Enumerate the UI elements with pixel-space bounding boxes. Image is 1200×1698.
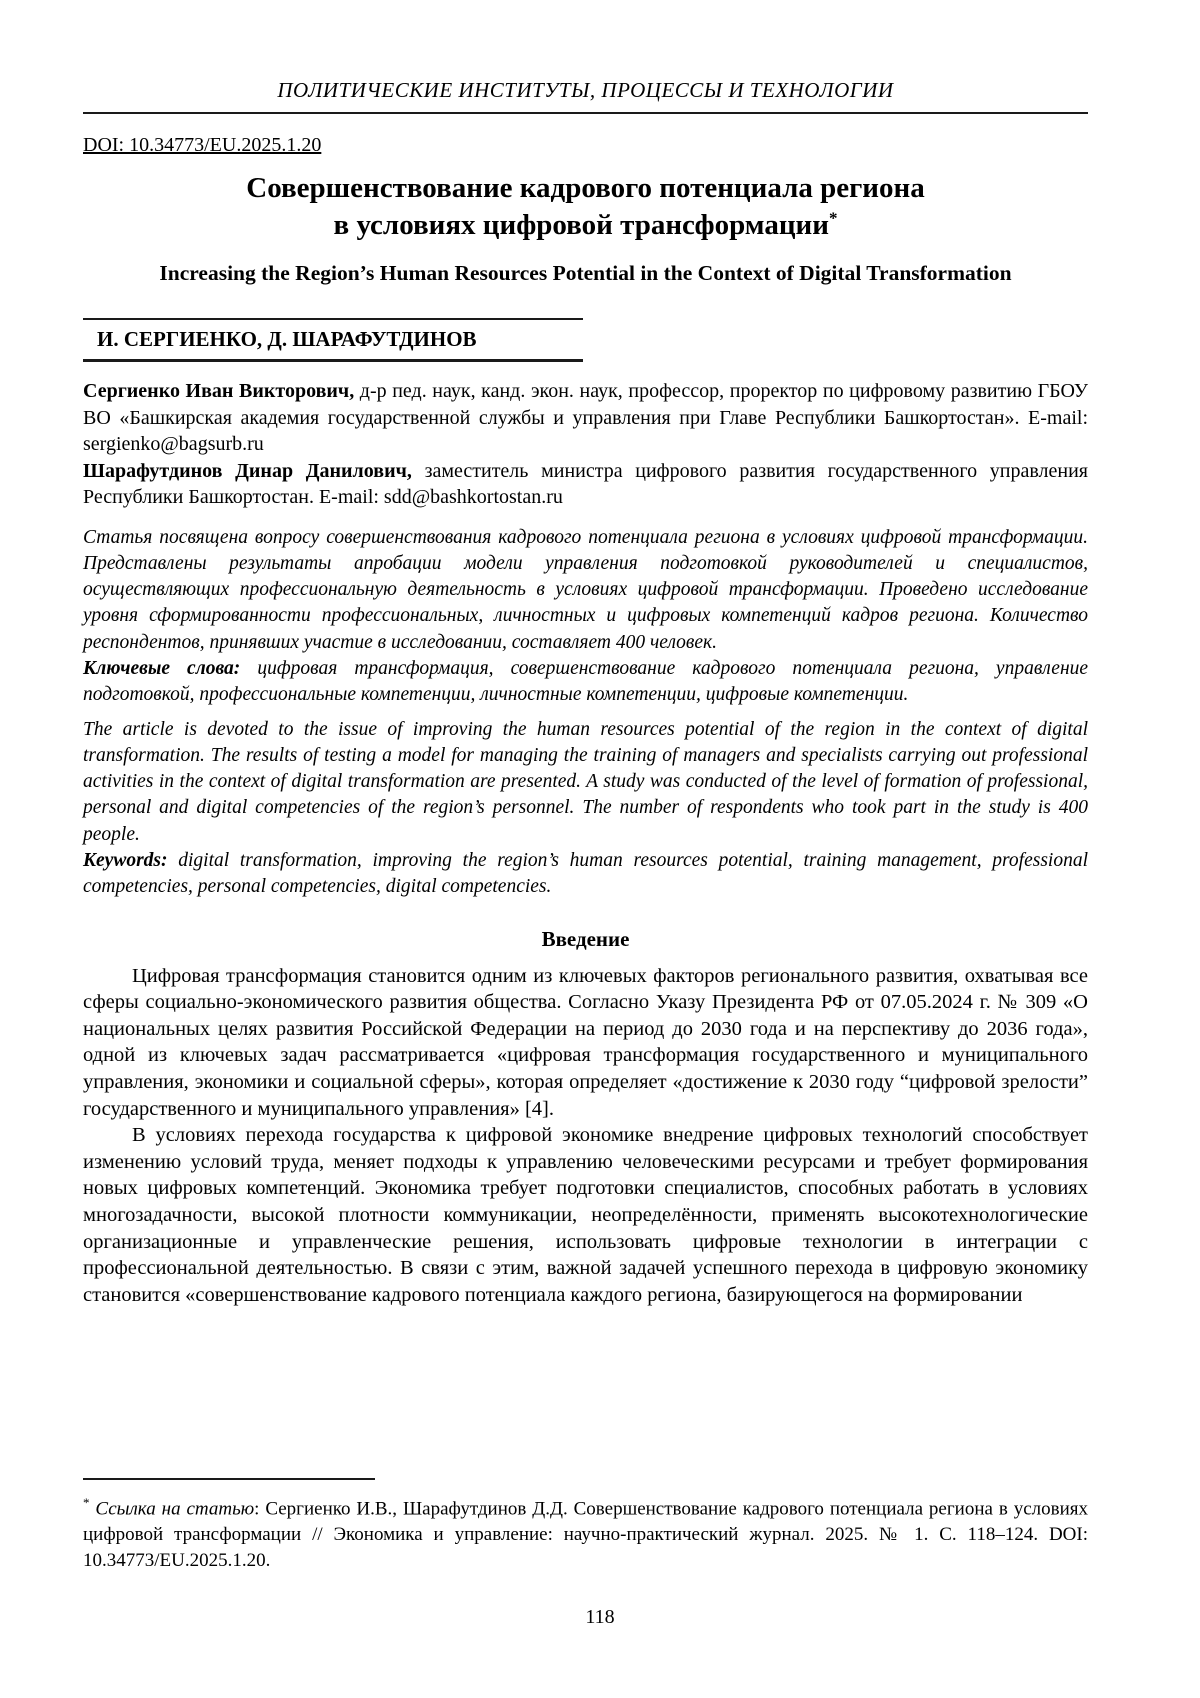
abstract-en-text: The article is devoted to the issue of improving the human resources potential of the region in the context of digital transformation. The results of testing a model for managing the training of managers and specialists carrying out professional activities in the context of digital transformation are presented. A study was conducted of the level of formation of professional, personal and digital competencies of the region’s personnel. The number of respondents who took part in the study is 400 people. — [83, 718, 1088, 845]
footnote-text: : Сергиенко И.В., Шарафутдинов Д.Д. Совершенствование кадрового потенциала региона в условиях цифровой трансформации // Экономика и управление: научно-практический журнал. 2025. № 1. С. 118–124. DOI: 10.34773/EU.2025.1.20. — [83, 1498, 1089, 1572]
author-name: Сергиенко Иван Викторович, — [83, 380, 355, 402]
doi-text: DOI: 10.34773/EU.2025.1.20 — [83, 134, 322, 156]
article-title-ru — [83, 170, 1088, 244]
keywords-ru — [83, 656, 1088, 709]
abstract-en-block — [83, 717, 1088, 901]
body-paragraph: Цифровая трансформация становится одним из ключевых факторов регионального развития, охватывая все сферы социально-экономического развития общества. Согласно Указу Президента РФ от 07.05.2024 г. № 309 «О национальных целях развития Российской Федерации на период до 2030 года и на перспективу до 2036 года», одной из ключевых задач рассматривается «цифровая трансформация государственного и муниципального управления, экономики и социальной сферы», которая определяет «достижение к 2030 году “цифровой зрелости” государственного и муниципального управления» [4]. — [83, 964, 1088, 1120]
body-paragraph: В условиях перехода государства к цифровой экономике внедрение цифровых технологий способствует изменению условий труда, меняет подходы к управлению человеческими ресурсами и требует формирования новых цифровых компетенций. Экономика требует подготовки специалистов, способных работать в условиях многозадачности, высокой плотности коммуникации, неопределённости, применять высокотехнологические организационные и управленческие решения, использовать цифровые технологии в интеграции с профессиональной деятельностью. В связи с этим, важной задачей успешного перехода в цифровую экономику становится «совершенствование кадрового потенциала каждого региона, базирующегося на формировании — [83, 1124, 1088, 1306]
footnote — [83, 1490, 1088, 1574]
footnote-rule — [83, 1478, 375, 1480]
doi-row — [83, 114, 1088, 157]
page-number: 118 — [585, 1606, 615, 1628]
affiliation-paragraph — [83, 458, 1088, 511]
introduction-body — [83, 963, 1088, 1309]
article-title-en: Increasing the Region’s Human Resources Potential in the Context of Digital Transformation — [159, 261, 1012, 285]
affiliations-block — [83, 378, 1088, 511]
keywords-en-text: digital transformation, improving the region’s human resources potential, training management, professional competencies, personal competencies, digital competencies. — [83, 850, 1089, 898]
author-details: заместитель министра цифрового развития государственного управления Республики Башкортостан. E-mail: sdd@bashkortostan.ru — [83, 459, 1089, 508]
affiliation-paragraph — [83, 378, 1088, 458]
article-title-ru-line1: Совершенствование кадрового потенциала региона — [246, 172, 925, 204]
footnote-label: Ссылка на статью — [95, 1498, 255, 1520]
keywords-ru-text: цифровая трансформация, совершенствование кадрового потенциала региона, управление подготовкой, профессиональные компетенции, личностные компетенции, цифровые компетенции. — [83, 657, 1089, 706]
keywords-ru-label: Ключевые слова: — [83, 657, 241, 679]
author-name: Шарафутдинов Динар Данилович, — [83, 459, 412, 482]
authors-byline: И. СЕРГИЕНКО, Д. ШАРАФУТДИНОВ — [83, 318, 583, 362]
section-heading-introduction: Введение — [541, 926, 630, 951]
footnote-area — [83, 1478, 1088, 1574]
abstract-ru-text: Статья посвящена вопросу совершенствования кадрового потенциала региона в условиях цифровой трансформации. Представлены результаты апробации модели управления подготовкой руководителей и специалистов, осуществляющих профессиональную деятельность в условиях цифровой трансформации. Проведено исследование уровня сформированности профессиональных, личностных и цифровых компетенций кадров региона. Количество респондентов, принявших участие в исследовании, составляет 400 человек. — [83, 526, 1088, 653]
keywords-en-label: Keywords: — [83, 850, 168, 872]
title-footnote-marker: * — [828, 208, 838, 228]
article-title-ru-line2: в условиях цифровой трансформации* — [333, 208, 838, 241]
journal-running-head: ПОЛИТИЧЕСКИЕ ИНСТИТУТЫ, ПРОЦЕССЫ И ТЕХНОЛОГИИ — [83, 78, 1088, 114]
keywords-en — [83, 848, 1088, 901]
footnote-marker: * — [83, 1495, 90, 1510]
abstract-ru-block — [83, 525, 1088, 709]
author-details: д-р пед. наук, канд. экон. наук, профессор, проректор по цифровому развитию ГБОУ ВО «Башкирская академия государственной службы и управления при Главе Республики Башкортостан». E-mail: sergienko@bagsurb.ru — [83, 380, 1089, 455]
